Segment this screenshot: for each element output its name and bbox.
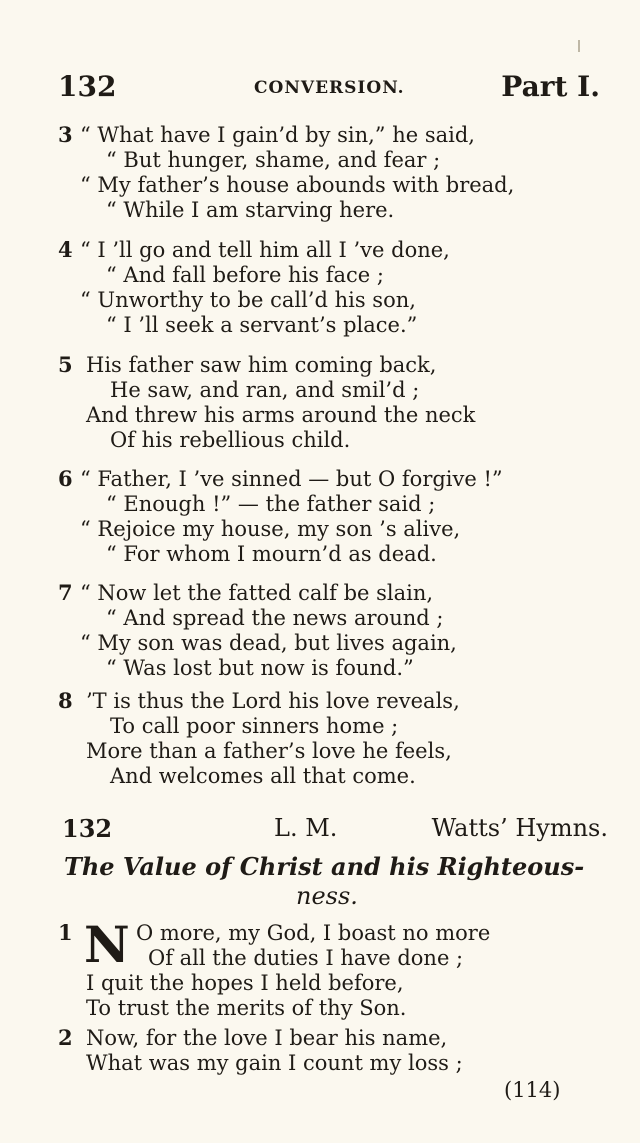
verse-line: “ What have I gain’d by sin,” he said, [80,123,475,147]
verse-line: “ I ’ll seek a servant’s place.” [106,313,418,337]
verse-line: “ But hunger, shame, and fear ; [106,148,441,172]
verse-line: More than a father’s love he feels, [86,739,452,763]
verse-number: 1 [58,920,73,945]
verse-line: “ Enough !” — the father said ; [106,492,436,516]
verse-line: “ Unworthy to be call’d his son, [80,288,416,312]
hymn-heading [62,814,608,850]
verse-line: His father saw him coming back, [86,353,437,377]
verse-line: Of all the duties I have done ; [148,946,464,970]
verse-line: “ Rejoice my house, my son ’s alive, [80,517,461,541]
page-number: 132 [58,70,117,103]
part-label: Part I. [501,70,600,103]
running-title: CONVERSION. [254,78,405,98]
verse-number: 6 [58,466,73,491]
verse-line: “ While I am starving here. [106,198,395,222]
hymn-title-continued: ness. [296,882,358,910]
verse-line: “ I ’ll go and tell him all I ’ve done, [80,238,450,262]
verse-line: I quit the hopes I held before, [86,971,404,995]
verse-number: 2 [58,1025,73,1050]
hymn-title: The Value of Christ and his Righteous- [64,852,585,881]
margin-mark [578,40,580,52]
verse-number: 7 [58,580,73,605]
verse-line: To trust the merits of thy Son. [86,996,407,1020]
verse-number: 3 [58,122,73,147]
signature-mark: (114) [504,1078,561,1102]
verse-line: “ My father’s house abounds with bread, [80,173,515,197]
verse-line: He saw, and ran, and smil’d ; [110,378,420,402]
verse-line: And welcomes all that come. [110,764,416,788]
verse-line: ’T is thus the Lord his love reveals, [86,689,460,713]
verse-line: “ Now let the fatted calf be slain, [80,581,434,605]
page-header [58,70,600,110]
hymn-source: Watts’ Hymns. [431,814,608,842]
verse-line: “ Was lost but now is found.” [106,656,414,680]
hymn-number: 132 [62,814,113,843]
verse-line: And threw his arms around the neck [86,403,476,427]
verse-number: 5 [58,352,73,377]
verse-line: Of his rebellious child. [110,428,351,452]
drop-cap: N [84,915,130,974]
verse-line: “ For whom I mourn’d as dead. [106,542,437,566]
verse-line: “ Father, I ’ve sinned — but O forgive !” [80,467,503,491]
verse-line: To call poor sinners home ; [110,714,399,738]
verse-line: O more, my God, I boast no more [136,921,491,945]
verse-line: “ My son was dead, but lives again, [80,631,457,655]
verse-line: What was my gain I count my loss ; [86,1051,463,1075]
verse-line: Now, for the love I bear his name, [86,1026,448,1050]
verse-line: “ And fall before his face ; [106,263,384,287]
verse-number: 4 [58,237,73,262]
hymn-meter: L. M. [274,814,338,842]
verse-line: “ And spread the news around ; [106,606,444,630]
verse-number: 8 [58,688,73,713]
